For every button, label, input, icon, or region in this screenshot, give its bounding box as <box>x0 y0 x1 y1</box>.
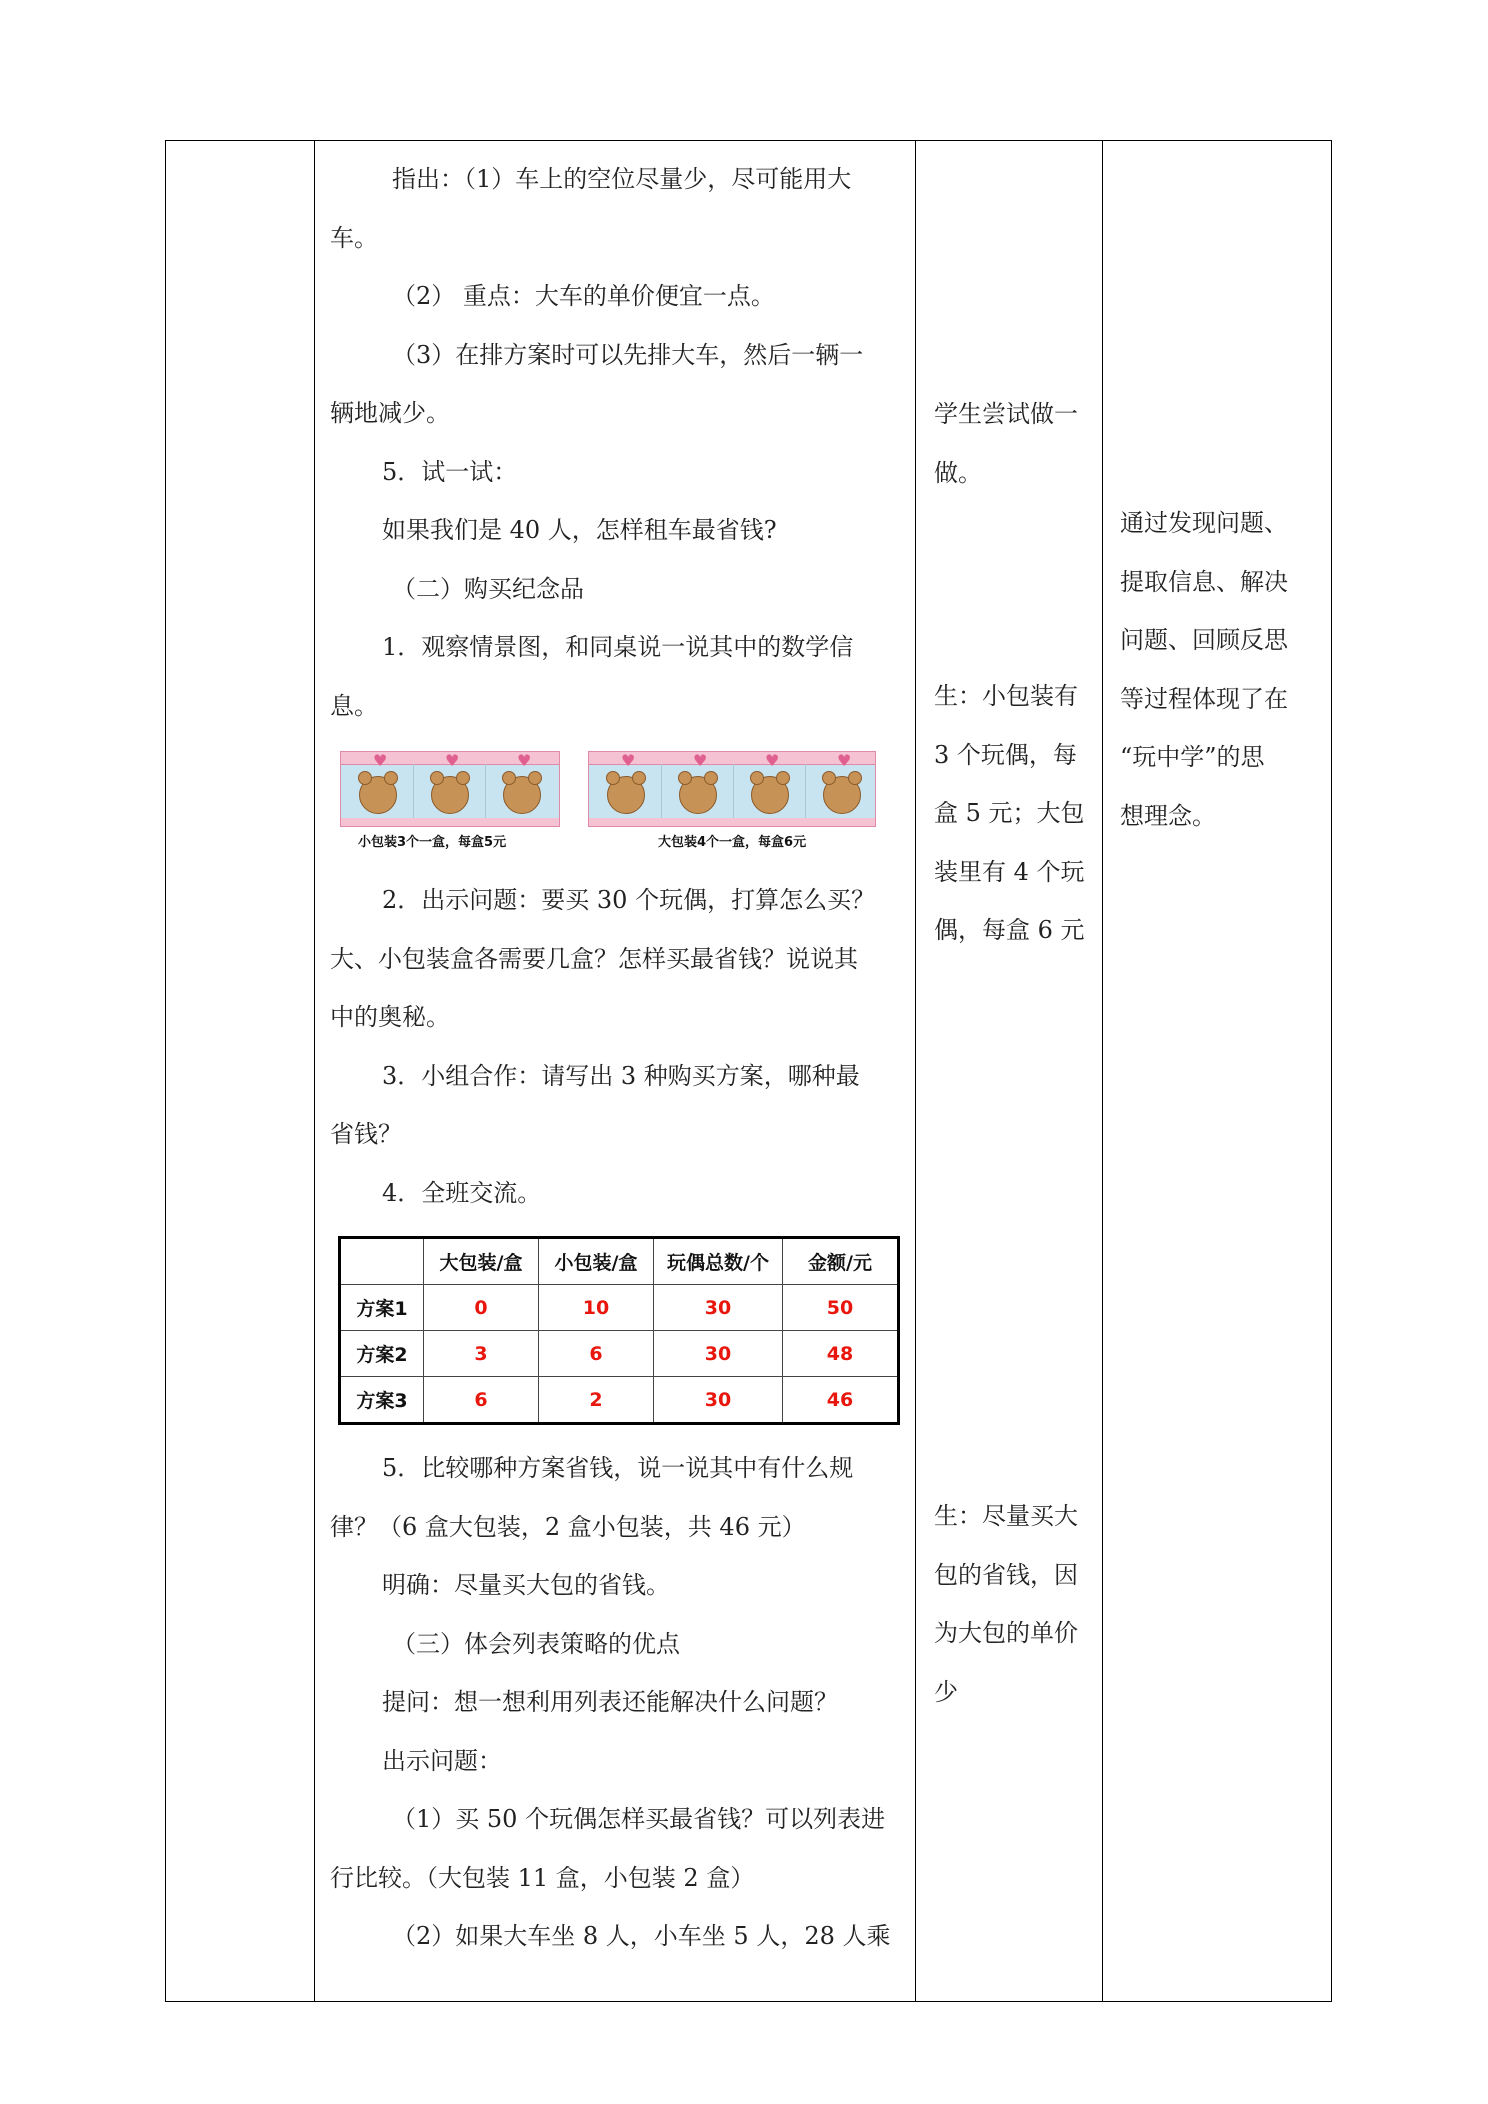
table-cell: 2 <box>539 1377 654 1424</box>
table-cell: 3 <box>424 1331 539 1377</box>
section-heading: （三）体会列表策略的优点 <box>392 1629 680 1658</box>
table-cell: 30 <box>654 1377 783 1424</box>
text-line: 学生尝试做一 <box>934 400 1078 428</box>
bear-icon <box>607 776 645 814</box>
table-cell: 46 <box>783 1377 899 1424</box>
text-line: 少 <box>934 1677 958 1706</box>
text-line: 盒 5 元；大包 <box>934 799 1085 827</box>
column-divider <box>915 140 916 2002</box>
text-line: 3 个玩偶，每 <box>934 740 1077 769</box>
bear-icon <box>431 776 469 814</box>
text-line: 指出：（1）车上的空位尽量少，尽可能用大 <box>392 165 852 193</box>
table-header: 大包装/盒 <box>424 1238 539 1285</box>
table-cell: 30 <box>654 1331 783 1377</box>
student-activity-1 <box>934 385 1104 502</box>
text-line: 省钱？ <box>330 1120 402 1148</box>
text-line: 出示问题： <box>382 1746 502 1775</box>
text-line: 提取信息、解决 <box>1120 567 1288 596</box>
small-package-caption: 小包装3个一盒，每盒5元 <box>358 835 507 850</box>
teaching-process-column <box>330 150 910 1966</box>
row-label: 方案3 <box>340 1377 424 1424</box>
large-package-box: ♥ ♥ ♥ ♥ <box>588 751 876 827</box>
text-line: 5．比较哪种方案省钱，说一说其中有什么规 <box>382 1454 854 1482</box>
bear-icon <box>823 776 861 814</box>
student-activity-3 <box>934 1487 1104 1721</box>
text-line: 1．观察情景图，和同桌说一说其中的数学信 <box>382 633 854 661</box>
text-line: 生：尽量买大 <box>934 1502 1078 1530</box>
text-line: 中的奥秘。 <box>330 1003 450 1031</box>
text-line: 如果我们是 40 人，怎样租车最省钱? <box>382 516 777 544</box>
design-intent <box>1120 494 1320 845</box>
table-cell: 30 <box>654 1285 783 1331</box>
table-cell: 50 <box>783 1285 899 1331</box>
text-line: （2）如果大车坐 8 人，小车坐 5 人，28 人乘 <box>392 1922 891 1950</box>
toy-package-illustration <box>340 743 910 851</box>
table-cell: 0 <box>424 1285 539 1331</box>
table-row <box>340 1285 899 1331</box>
section-heading: （二）购买纪念品 <box>392 574 584 603</box>
table-header: 小包装/盒 <box>539 1238 654 1285</box>
text-line: （3）在排方案时可以先排大车，然后一辆一 <box>392 340 864 369</box>
purchase-plan-table <box>338 1236 900 1425</box>
table-cell: 48 <box>783 1331 899 1377</box>
row-label: 方案1 <box>340 1285 424 1331</box>
text-line: 车。 <box>330 223 378 252</box>
text-line: 4．全班交流。 <box>382 1178 542 1207</box>
text-line: 想理念。 <box>1120 801 1216 830</box>
bear-icon <box>679 776 717 814</box>
text-line: 2．出示问题：要买 30 个玩偶，打算怎么买？ <box>382 886 876 914</box>
text-line: 为大包的单价 <box>934 1619 1078 1647</box>
table-header <box>340 1238 424 1285</box>
text-line: 息。 <box>330 691 378 720</box>
bear-icon <box>359 776 397 814</box>
text-line: 包的省钱，因 <box>934 1560 1078 1589</box>
text-line: 行比较。（大包装 11 盒，小包装 2 盒） <box>330 1863 755 1892</box>
small-package-box: ♥ ♥ ♥ <box>340 751 560 827</box>
table-cell: 6 <box>424 1377 539 1424</box>
text-line: 5．试一试： <box>382 457 518 486</box>
row-label: 方案2 <box>340 1331 424 1377</box>
table-row <box>340 1377 899 1424</box>
text-line: 律？（6 盒大包装，2 盒小包装，共 46 元） <box>330 1512 806 1541</box>
text-line: 大、小包装盒各需要几盒？怎样买最省钱？说说其 <box>330 944 858 973</box>
text-line: 问题、回顾反思 <box>1120 626 1288 654</box>
text-line: 提问：想一想利用列表还能解决什么问题？ <box>382 1688 838 1716</box>
table-header: 玩偶总数/个 <box>654 1238 783 1285</box>
large-package-caption: 大包装4个一盒，每盒6元 <box>658 835 807 850</box>
student-activity-2 <box>934 667 1104 960</box>
text-line: 做。 <box>934 458 982 487</box>
table-header: 金额/元 <box>783 1238 899 1285</box>
table-cell: 6 <box>539 1331 654 1377</box>
text-line: （1）买 50 个玩偶怎样买最省钱？可以列表进 <box>392 1805 886 1833</box>
text-line: 装里有 4 个玩 <box>934 857 1085 886</box>
text-line: 辆地减少。 <box>330 399 450 427</box>
bear-icon <box>503 776 541 814</box>
text-line: 偶，每盒 6 元 <box>934 916 1085 944</box>
table-cell: 10 <box>539 1285 654 1331</box>
text-line: 通过发现问题、 <box>1120 509 1288 537</box>
text-line: 生：小包装有 <box>934 682 1078 710</box>
table-header-row <box>340 1238 899 1285</box>
text-line: “玩中学”的思 <box>1120 743 1265 771</box>
text-line: 3．小组合作：请写出 3 种购买方案，哪种最 <box>382 1061 860 1090</box>
column-divider <box>314 140 315 2002</box>
text-line: 明确：尽量买大包的省钱。 <box>382 1571 670 1599</box>
bear-icon <box>751 776 789 814</box>
text-line: （2） 重点：大车的单价便宜一点。 <box>392 282 775 310</box>
text-line: 等过程体现了在 <box>1120 684 1288 713</box>
table-row <box>340 1331 899 1377</box>
